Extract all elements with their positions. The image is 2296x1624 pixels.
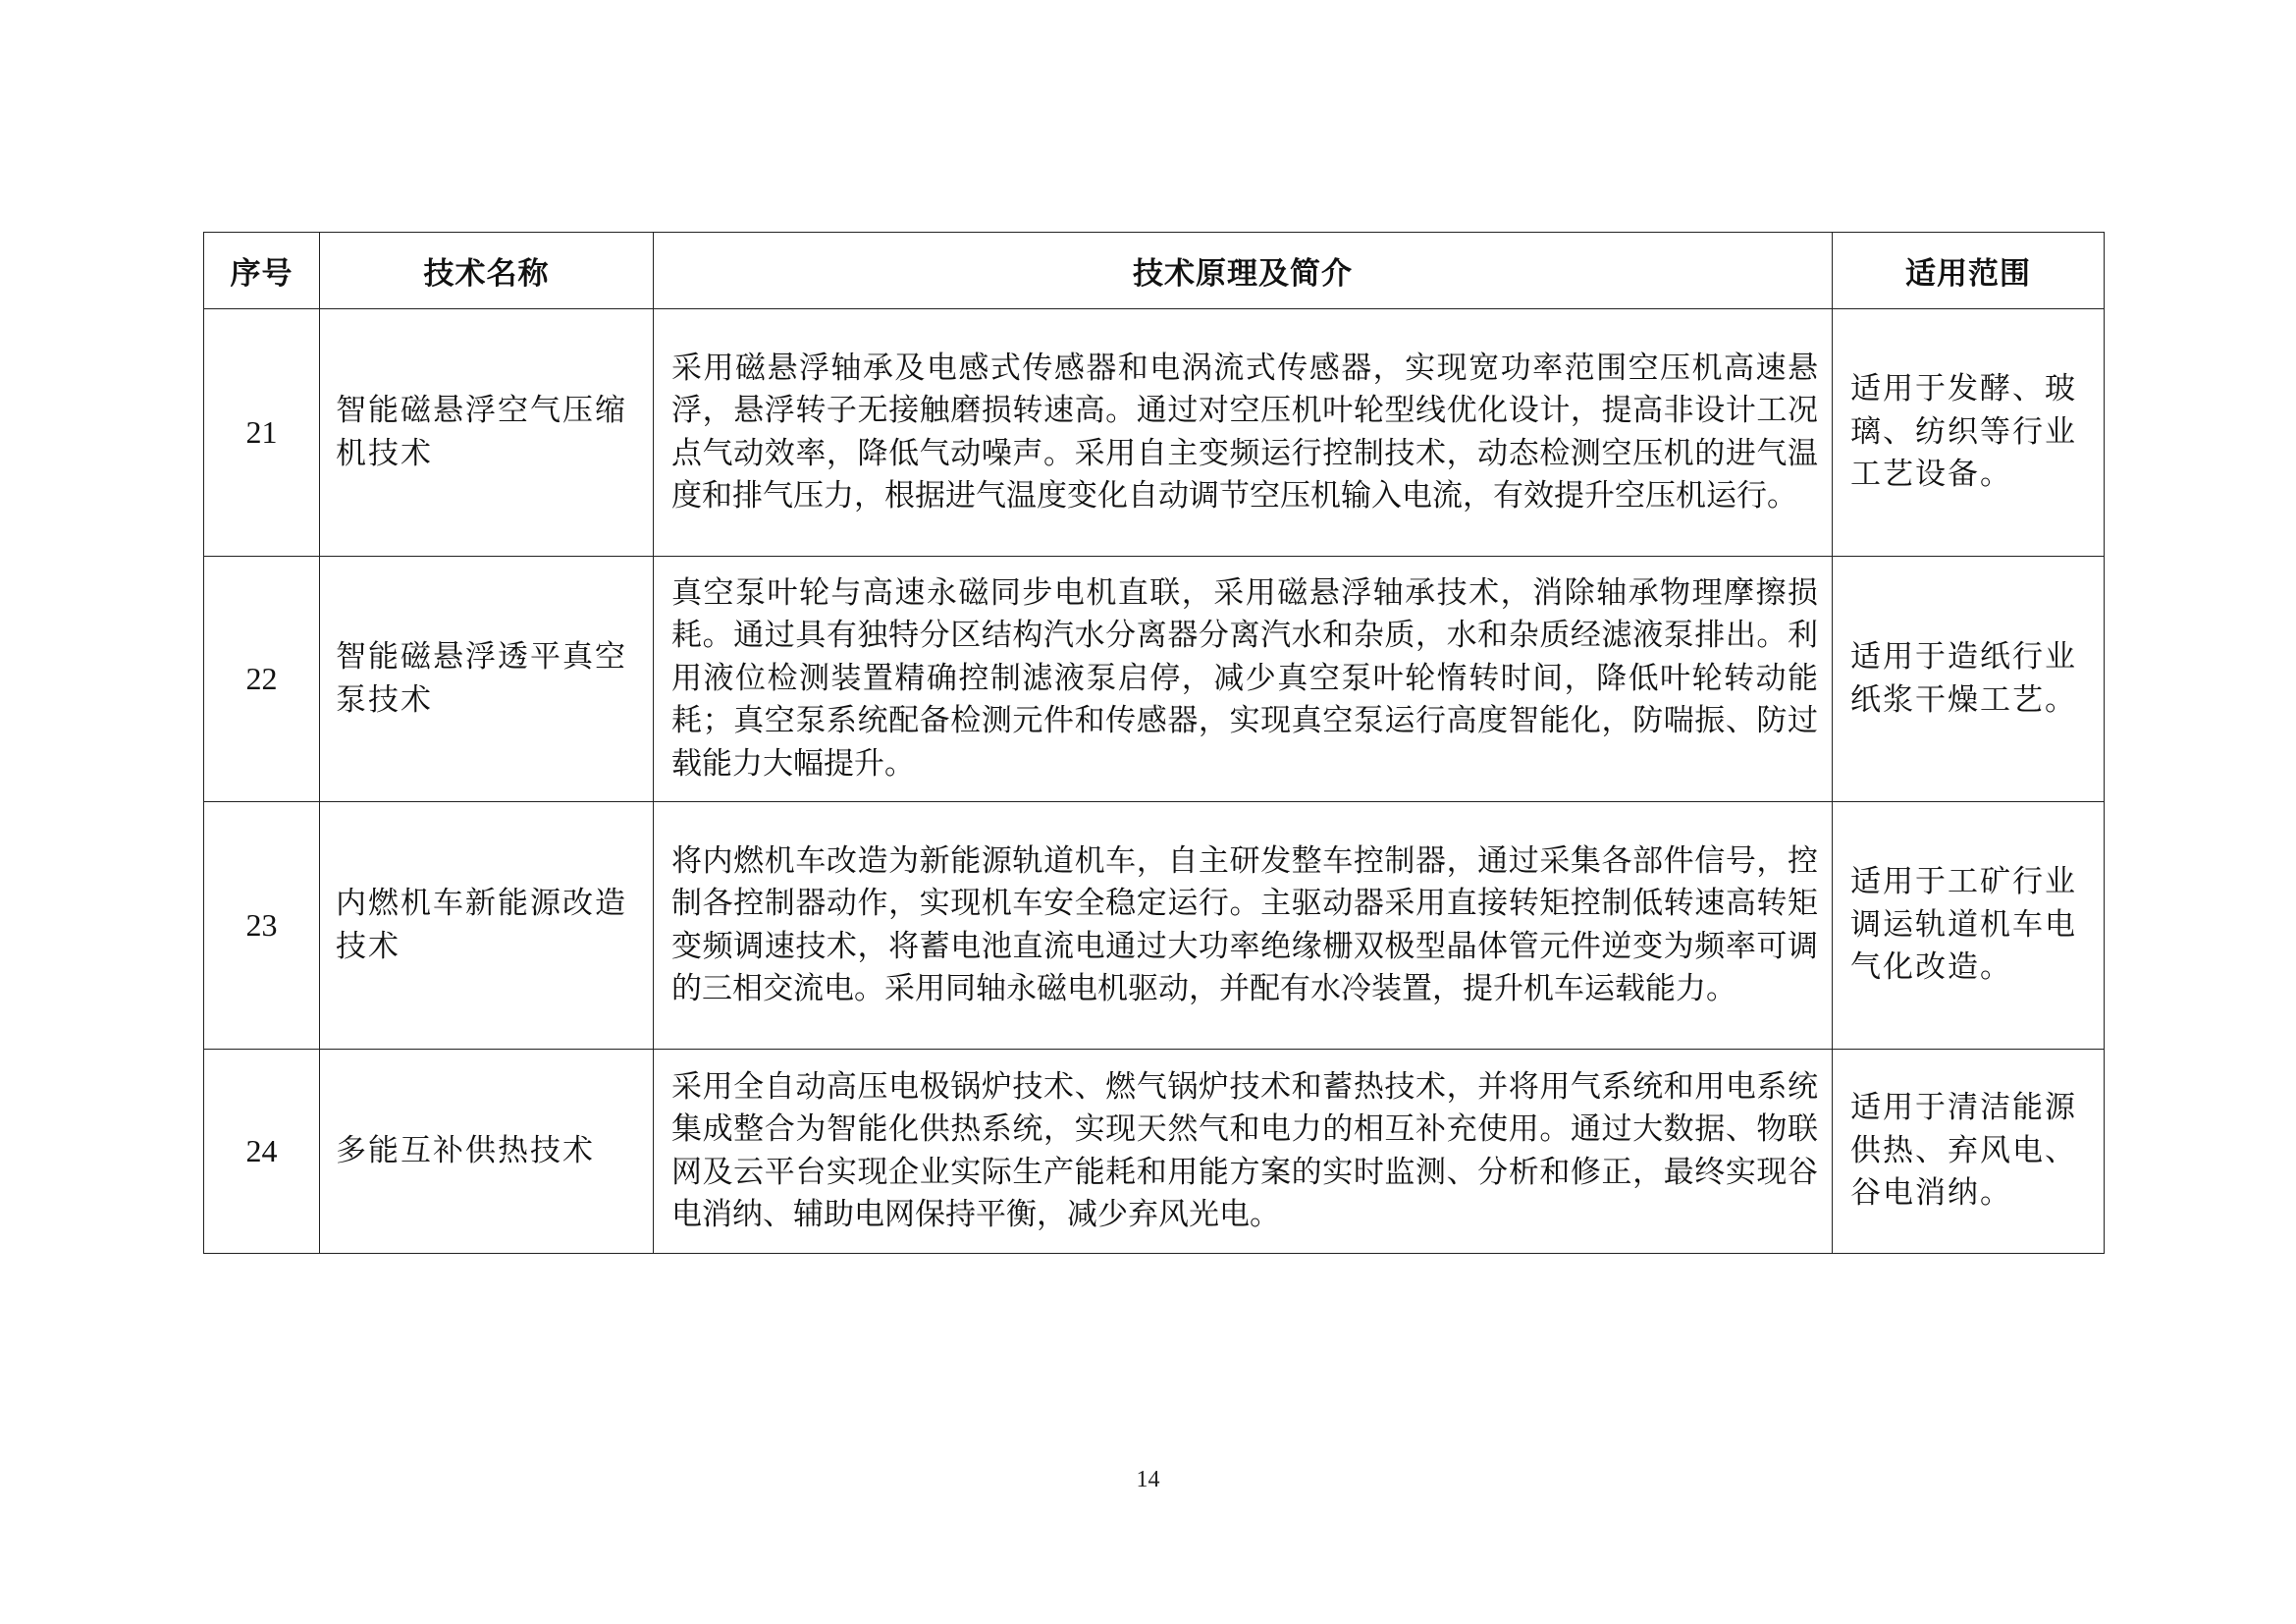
header-no: 序号 <box>204 233 320 309</box>
technology-name: 内燃机车新能源改造技术 <box>320 802 654 1050</box>
header-name: 技术名称 <box>320 233 654 309</box>
application-scope: 适用于造纸行业纸浆干燥工艺。 <box>1833 557 2105 802</box>
row-number: 22 <box>204 557 320 802</box>
table-row <box>204 1050 2105 1254</box>
application-scope: 适用于清洁能源供热、弃风电、谷电消纳。 <box>1833 1050 2105 1254</box>
header-desc: 技术原理及简介 <box>654 233 1833 309</box>
table-row <box>204 557 2105 802</box>
header-scope: 适用范围 <box>1833 233 2105 309</box>
application-scope: 适用于发酵、玻璃、纺织等行业工艺设备。 <box>1833 309 2105 557</box>
technology-description: 采用磁悬浮轴承及电感式传感器和电涡流式传感器，实现宽功率范围空压机高速悬浮，悬浮转子无接触磨损转速高。通过对空压机叶轮型线优化设计，提高非设计工况点气动效率，降低气动噪声。采用自主变频运行控制技术，动态检测空压机的进气温度和排气压力，根据进气温度变化自动调节空压机输入电流，有效提升空压机运行。 <box>654 309 1833 557</box>
row-number: 21 <box>204 309 320 557</box>
technology-description: 采用全自动高压电极锅炉技术、燃气锅炉技术和蓄热技术，并将用气系统和用电系统集成整合为智能化供热系统，实现天然气和电力的相互补充使用。通过大数据、物联网及云平台实现企业实际生产能耗和用能方案的实时监测、分析和修正，最终实现谷电消纳、辅助电网保持平衡，减少弃风光电。 <box>654 1050 1833 1254</box>
technology-name: 多能互补供热技术 <box>320 1050 654 1254</box>
application-scope: 适用于工矿行业调运轨道机车电气化改造。 <box>1833 802 2105 1050</box>
page-number: 14 <box>1136 1467 1160 1492</box>
row-number: 23 <box>204 802 320 1050</box>
technology-name: 智能磁悬浮空气压缩机技术 <box>320 309 654 557</box>
table-header-row <box>204 233 2105 309</box>
technology-table <box>203 232 2105 1254</box>
technology-description: 将内燃机车改造为新能源轨道机车，自主研发整车控制器，通过采集各部件信号，控制各控制器动作，实现机车安全稳定运行。主驱动器采用直接转矩控制低转速高转矩变频调速技术，将蓄电池直流电通过大功率绝缘栅双极型晶体管元件逆变为频率可调的三相交流电。采用同轴永磁电机驱动，并配有水冷装置，提升机车运载能力。 <box>654 802 1833 1050</box>
table-row <box>204 309 2105 557</box>
table-row <box>204 802 2105 1050</box>
technology-name: 智能磁悬浮透平真空泵技术 <box>320 557 654 802</box>
technology-description: 真空泵叶轮与高速永磁同步电机直联，采用磁悬浮轴承技术，消除轴承物理摩擦损耗。通过具有独特分区结构汽水分离器分离汽水和杂质，水和杂质经滤液泵排出。利用液位检测装置精确控制滤液泵启停，减少真空泵叶轮惰转时间，降低叶轮转动能耗；真空泵系统配备检测元件和传感器，实现真空泵运行高度智能化，防喘振、防过载能力大幅提升。 <box>654 557 1833 802</box>
row-number: 24 <box>204 1050 320 1254</box>
